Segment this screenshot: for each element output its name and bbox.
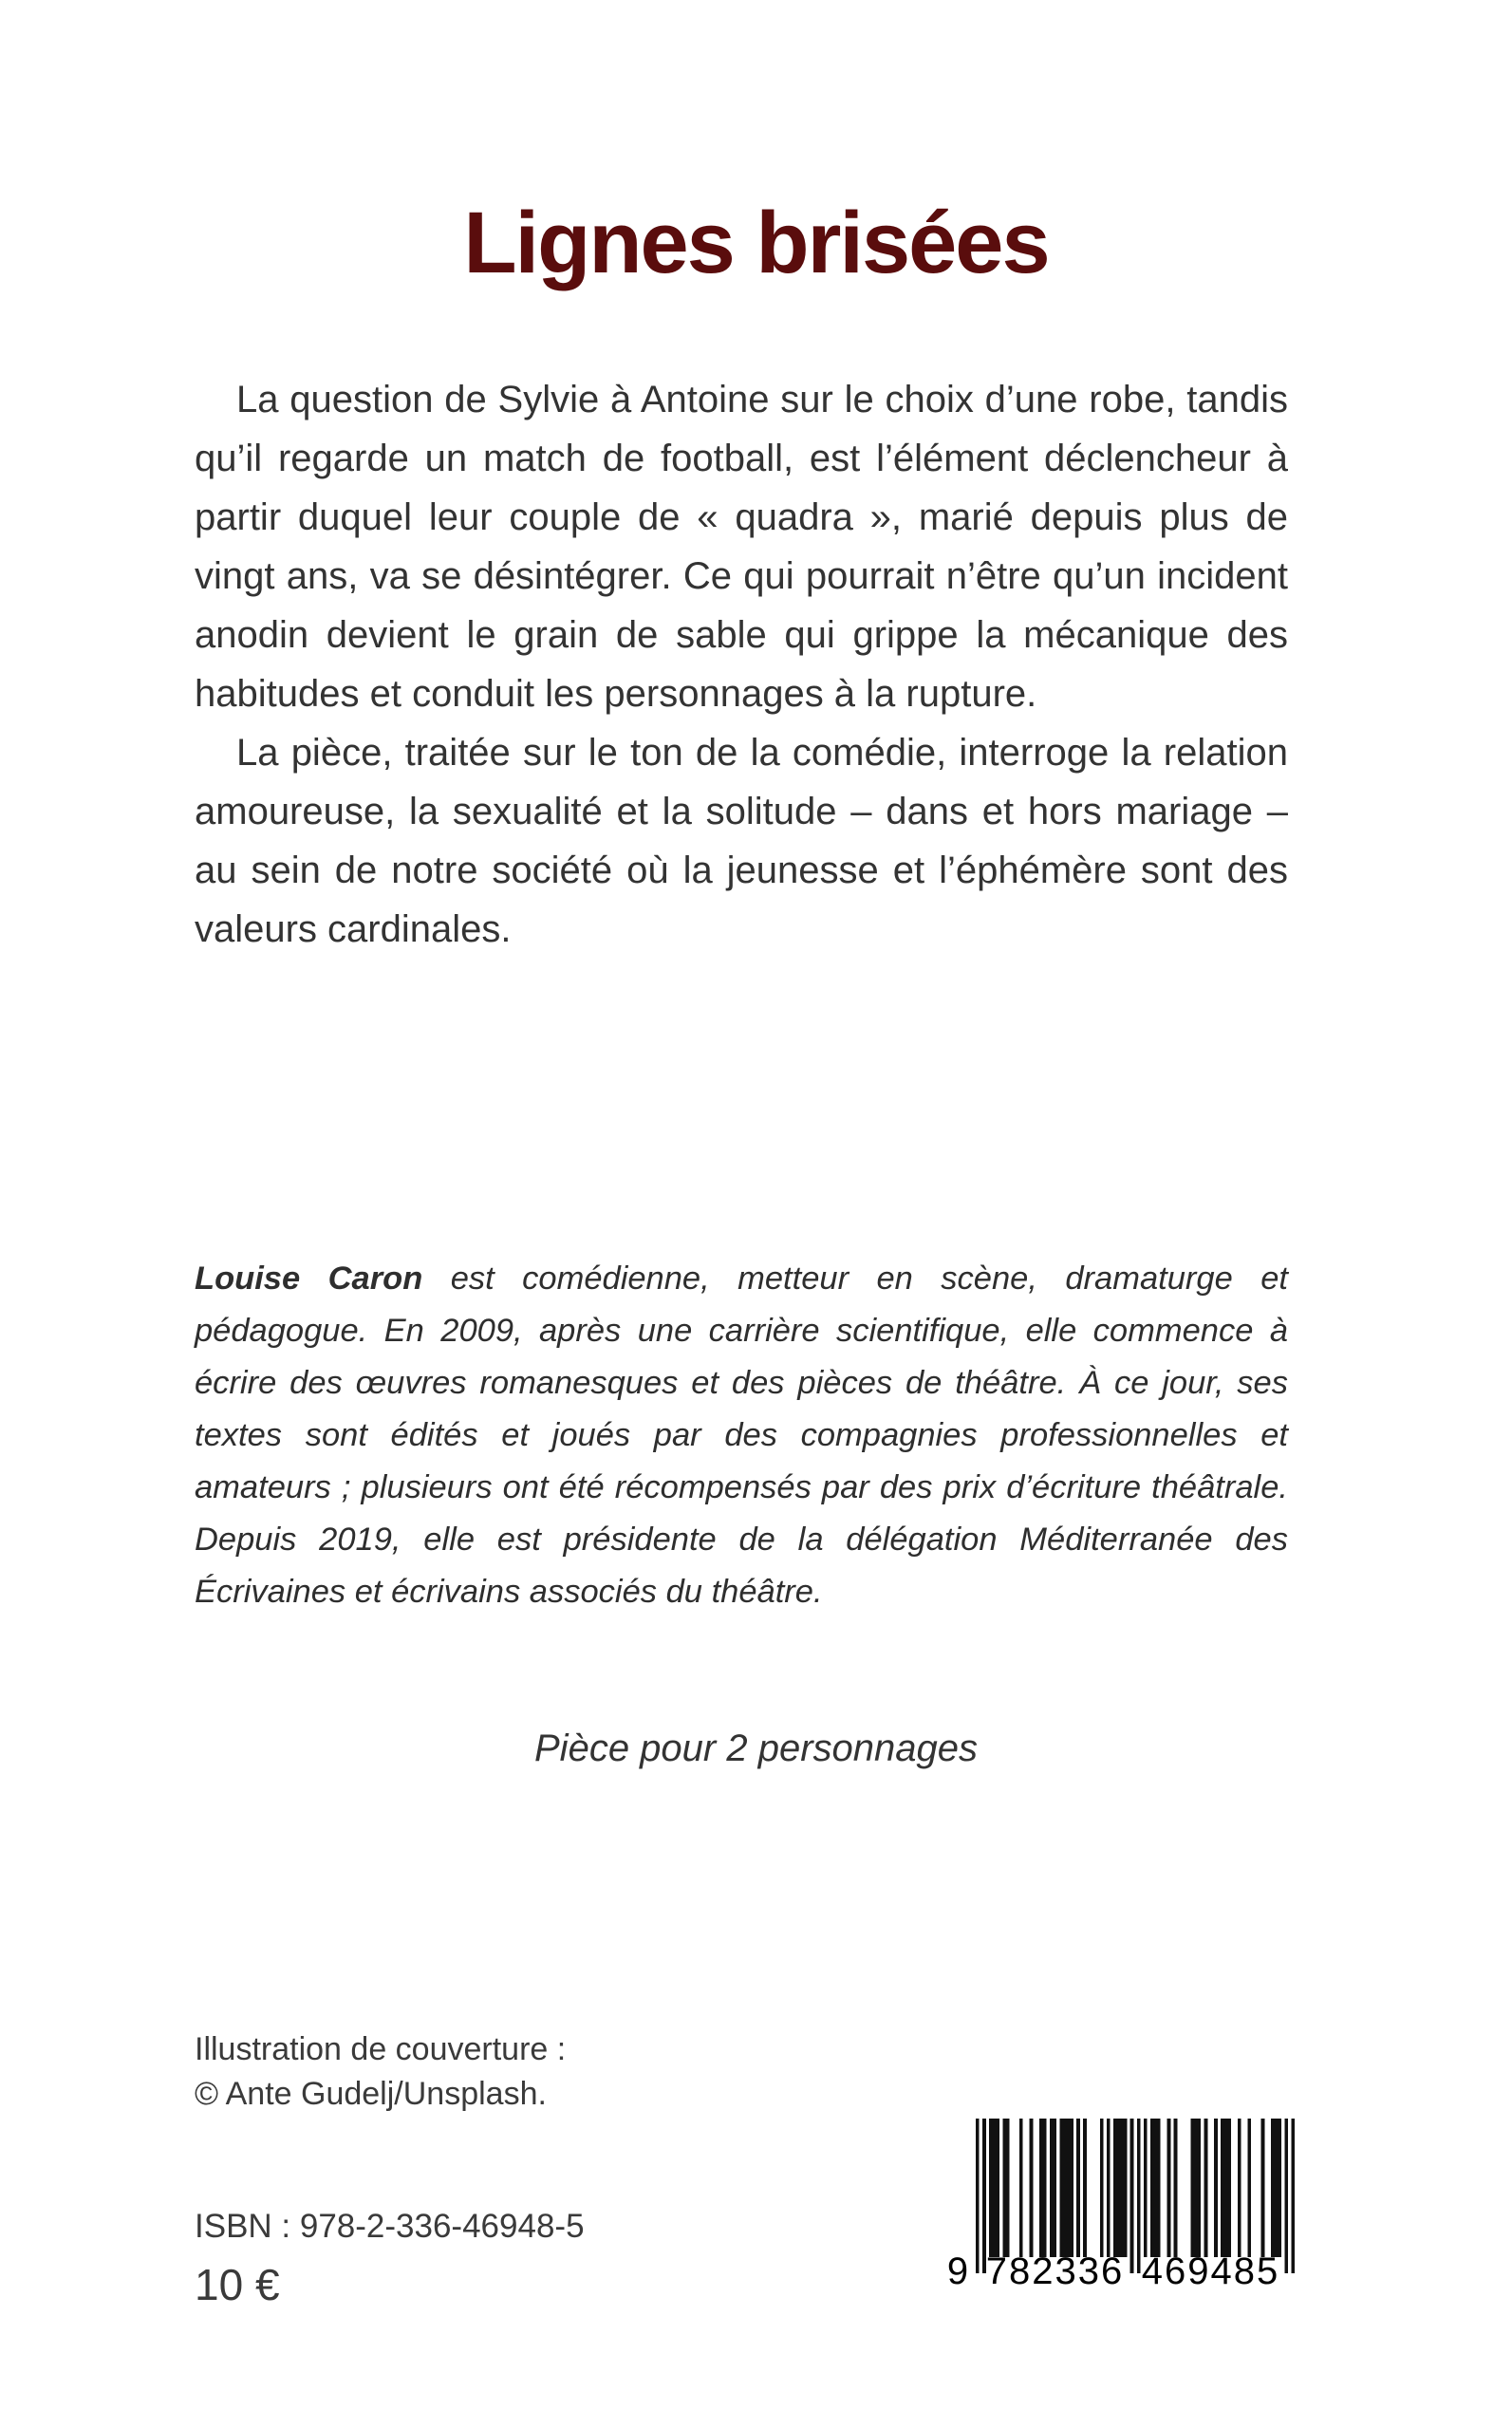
ean13-barcode	[946, 2119, 1300, 2308]
synopsis-paragraph-2: La pièce, traitée sur le ton de la comédie, interroge la relation amoureuse, la sexualité et la solitude – dans et hors mariage – au sein de notre société où la jeunesse et l’éphémère sont des valeurs cardinales.	[195, 732, 1288, 950]
barcode-digit-first: 9	[946, 2250, 971, 2292]
synopsis	[195, 370, 1288, 959]
book-title: Lignes brisées	[463, 194, 1049, 291]
synopsis-paragraph-1: La question de Sylvie à Antoine sur le choix d’une robe, tandis qu’il regarde un match de football, est l’élément déclencheur à partir duquel leur couple de « quadra », marié depuis plus de vingt ans, va se désintégrer. Ce qui pourrait n’être qu’un incident anodin devient le grain de sable qui grippe la mécanique des habitudes et conduit les personnages à la rupture.	[195, 379, 1288, 715]
cover-credits	[195, 2027, 566, 2117]
price: 10 €	[195, 2260, 280, 2309]
barcode-digits-right: 469485	[1141, 2250, 1280, 2292]
credit-line-2: © Ante Gudelj/Unsplash.	[195, 2076, 547, 2112]
author-bio-paragraph	[195, 1253, 1288, 1618]
play-note: Pièce pour 2 personnages	[534, 1727, 978, 1769]
author-name: Louise Caron	[195, 1261, 423, 1297]
barcode-digits-left: 782336	[985, 2250, 1125, 2292]
credit-line-1: Illustration de couverture :	[195, 2031, 567, 2067]
author-bio-text: est comédienne, metteur en scène, dramaturge et pédagogue. En 2009, après une carrière scientifique, elle commence à écrire des œuvres romanesques et des pièces de théâtre. À ce jour, ses textes sont édités et joués par des compagnies professionnelles et amateurs ; plusieurs ont été récompensés par des prix d’écriture théâtrale. Depuis 2019, elle est présidente de la délégation Méditerranée des Écrivaines et écrivains associés du théâtre.	[195, 1261, 1288, 1610]
isbn: ISBN : 978-2-336-46948-5	[195, 2208, 585, 2245]
author-bio	[195, 1253, 1288, 1618]
